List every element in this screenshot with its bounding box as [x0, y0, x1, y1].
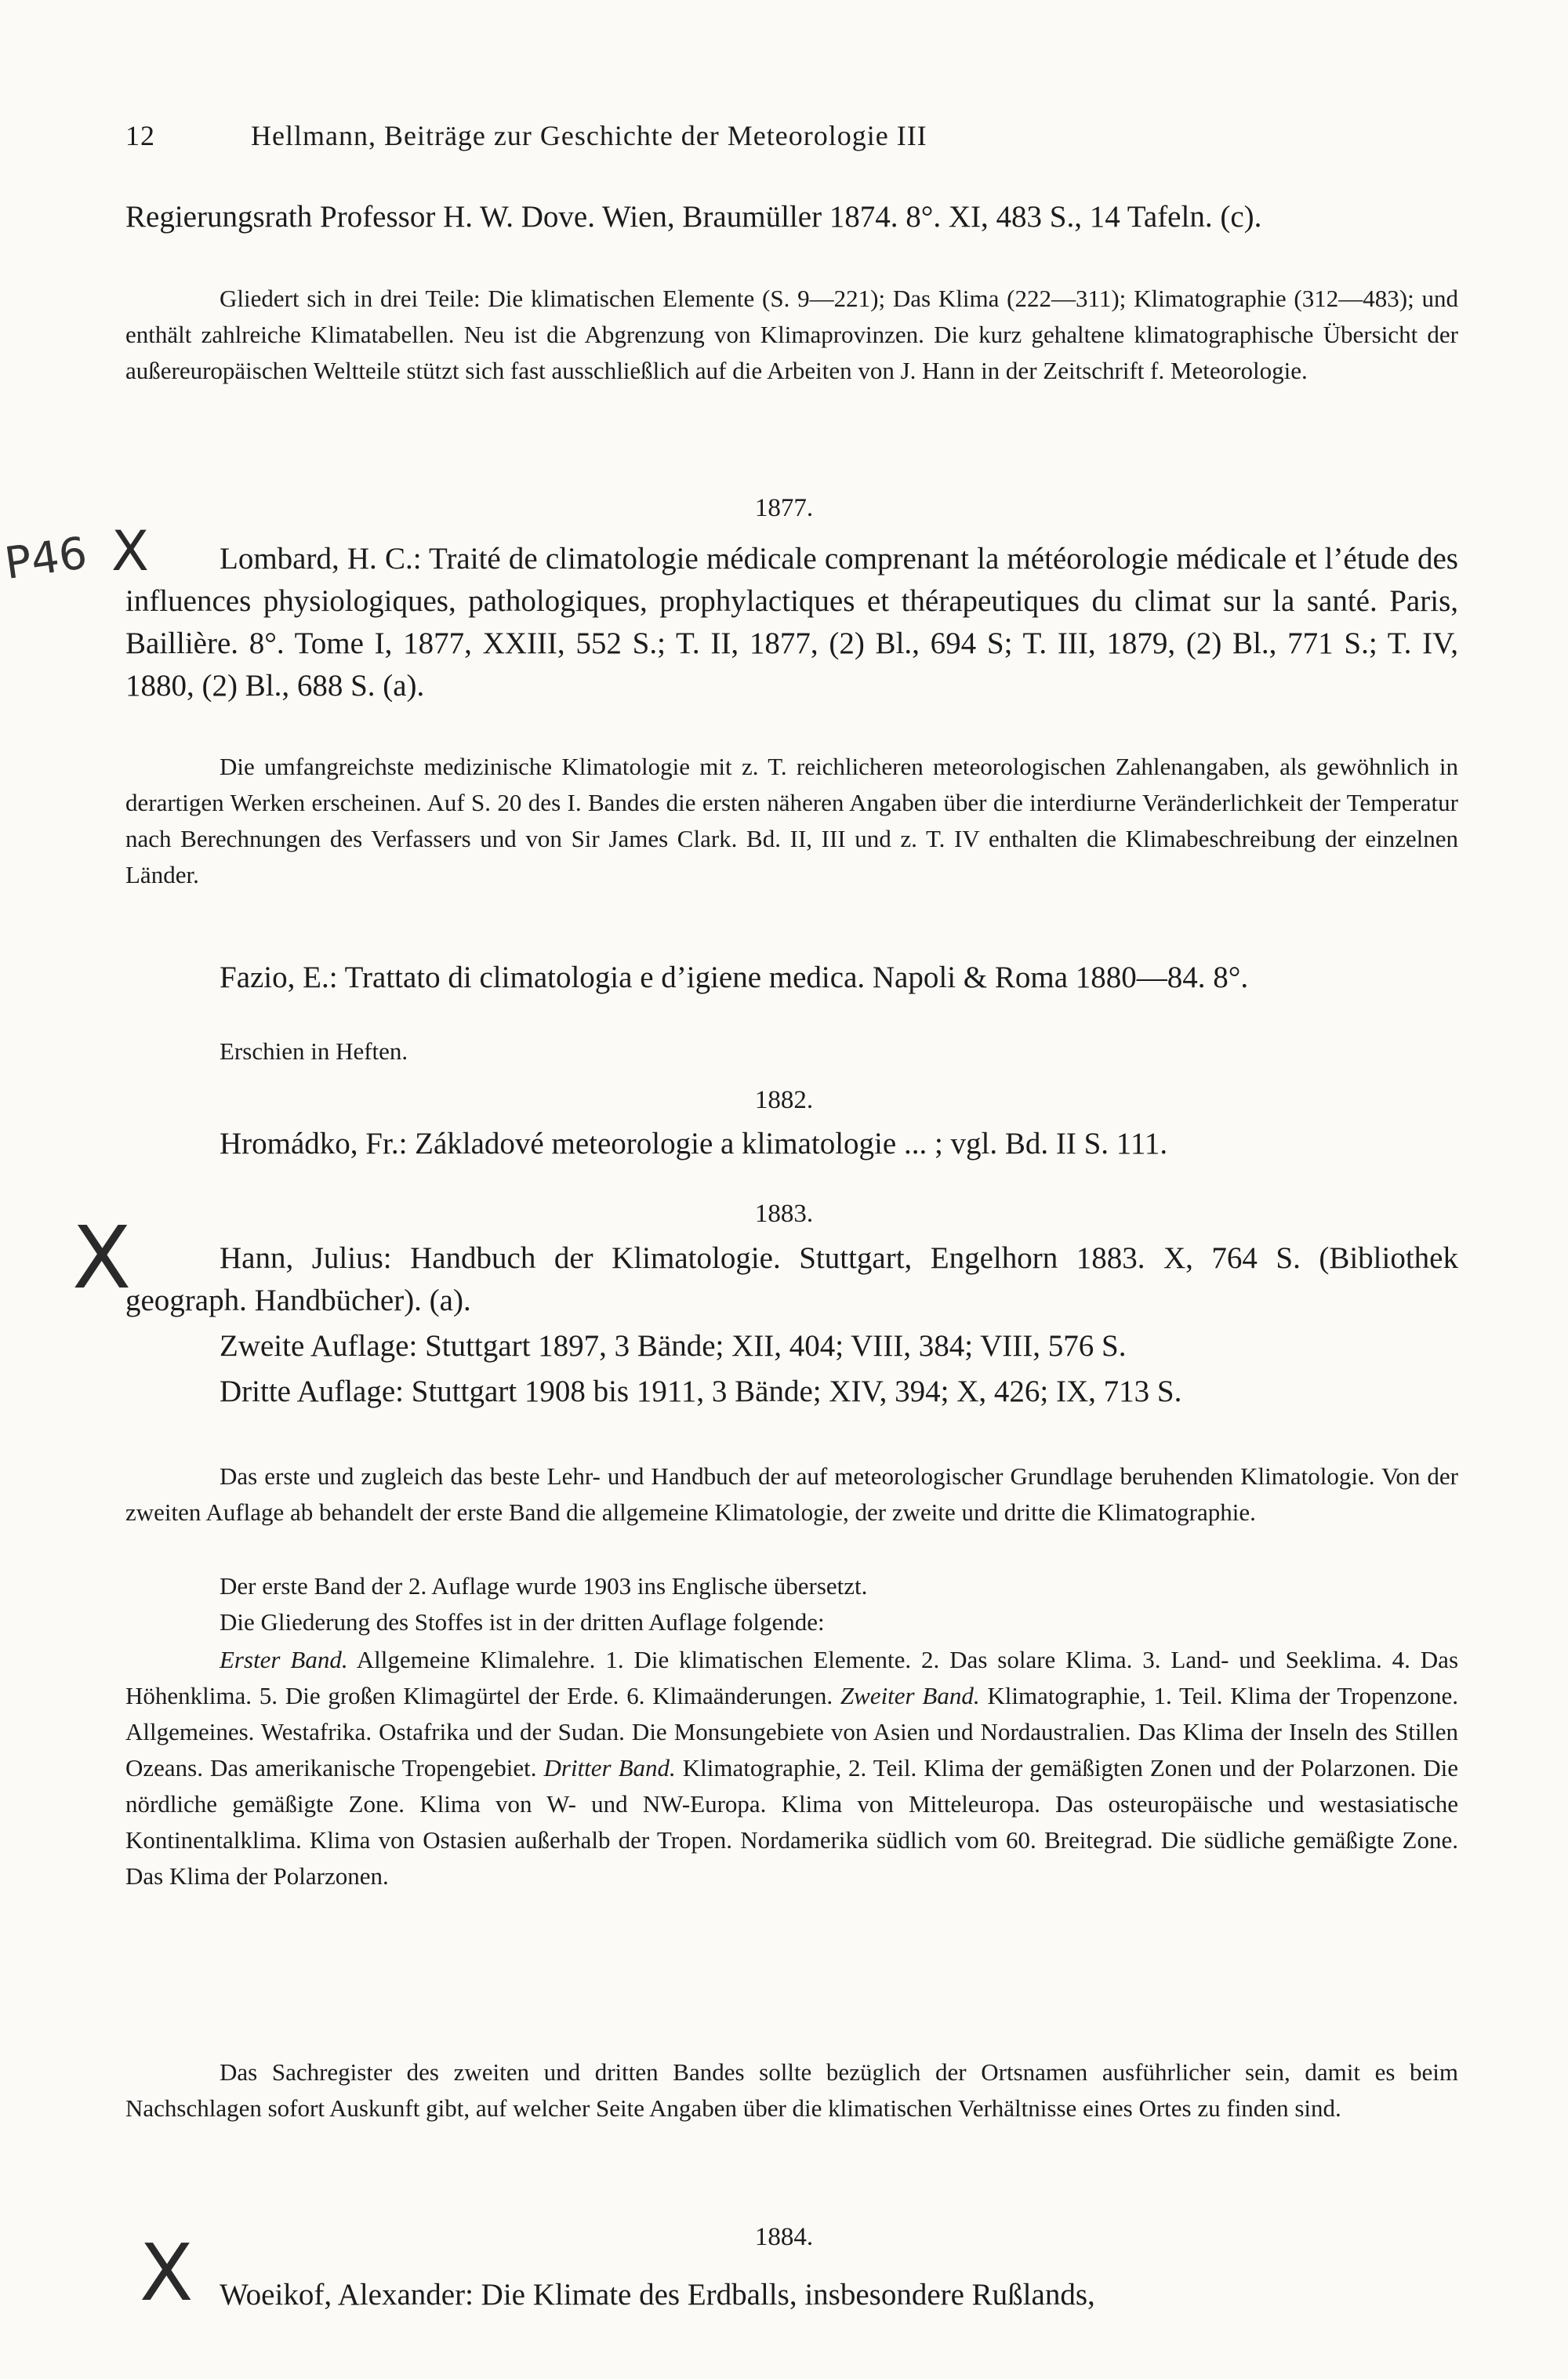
entry-hromadko-citation: Hromádko, Fr.: Základové meteorologie a klimatologie ... ; vgl. Bd. II S. 111.	[220, 1127, 1168, 1160]
year-heading-1884: 1884.	[754, 2223, 814, 2251]
band2-text: Klimatographie, 1. Teil. Klima der Tropenzone. Allgemeines. Westafrika. Ostafrika und der Sudan. Die Monsungebiete von Asien und Nordaustralien. Das Klima der Inseln des Stillen Ozeans. Das amerikanische Tropengebiet.	[125, 1682, 1459, 1782]
running-title: Hellmann, Beiträge zur Geschichte der Meteorologie III	[251, 120, 927, 151]
x-mark-icon: X	[111, 519, 149, 583]
entry-woeikof-citation: Woeikof, Alexander: Die Klimate des Erdballs, insbesondere Rußlands,	[220, 2278, 1095, 2312]
entry-hann-second-edition: Zweite Auflage: Stuttgart 1897, 3 Bände; XII, 404; VIII, 384; VIII, 576 S.	[220, 1329, 1127, 1363]
entry-dove-note: Gliedert sich in drei Teile: Die klimatischen Elemente (S. 9—221); Das Klima (222—311); Klimatographie (312—483); und enthält zahlreiche Klimatabellen. Neu ist die Abgrenzung von Klimaprovinzen. Die kurz gehaltene klimatographische Übersicht der außereuropäischen Weltteile stützt sich fast ausschließlich auf die Arbeiten von J. Hann in der Zeitschrift f. Meteorologie.	[125, 285, 1458, 384]
entry-dove-citation: Regierungsrath Professor H. W. Dove. Wien, Braumüller 1874. 8°. XI, 483 S., 14 Tafeln. (c).	[125, 200, 1262, 234]
margin-handwritten-note: P46	[1, 528, 91, 590]
entry-hann-volumes	[125, 1642, 1458, 1894]
x-mark-icon: X	[72, 1208, 132, 1308]
entry-hann-note4: Das Sachregister des zweiten und dritten Bandes sollte bezüglich der Ortsnamen ausführlicher sein, damit es beim Nachschlagen sofort Auskunft gibt, auf welcher Seite Angaben über die klimatischen Verhältnisse eines Ortes zu finden sind.	[125, 2058, 1458, 2122]
page-header	[125, 119, 927, 152]
band2-label: Zweiter Band.	[840, 1682, 980, 1709]
band3-label: Dritter Band.	[543, 1754, 676, 1782]
entry-hann-note3: Die Gliederung des Stoffes ist in der dritten Auflage folgende:	[220, 1608, 825, 1636]
band1-text: Allgemeine Klimalehre. 1. Die klimatischen Elemente. 2. Das solare Klima. 3. Land- und Seeklima. 4. Das Höhenklima. 5. Die großen Klimagürtel der Erde. 6. Klimaänderungen.	[125, 1646, 1459, 1709]
entry-lombard-note: Die umfangreichste medizinische Klimatologie mit z. T. reichlicheren meteorologischen Zahlenangaben, als gewöhnlich in derartigen Werken erscheinen. Auf S. 20 des I. Bandes die ersten näheren Angaben über die interdiurne Veränderlichkeit der Temperatur nach Berechnungen des Verfassers und von Sir James Clark. Bd. II, III und z. T. IV enthalten die Klimabeschreibung der einzelnen Länder.	[125, 753, 1458, 888]
band3-text: Klimatographie, 2. Teil. Klima der gemäßigten Zonen und der Polarzonen. Die nördliche gemäßigte Zone. Klima von W- und NW-Europa. Klima von Mitteleuropa. Das osteuropäische und westasiatische Kontinentalklima. Klima von Ostasien außerhalb der Tropen. Nordamerika südlich vom 60. Breitegrad. Die südliche gemäßigte Zone. Das Klima der Polarzonen.	[125, 1754, 1458, 1890]
page-number: 12	[125, 120, 155, 151]
entry-hann-third-edition: Dritte Auflage: Stuttgart 1908 bis 1911, 3 Bände; XIV, 394; X, 426; IX, 713 S.	[220, 1375, 1182, 1408]
year-heading-1877: 1877.	[754, 494, 814, 522]
band1-label: Erster Band.	[220, 1646, 348, 1673]
year-heading-1882: 1882.	[754, 1086, 814, 1114]
entry-hann-note2: Der erste Band der 2. Auflage wurde 1903 ins Englische übersetzt.	[220, 1572, 868, 1600]
entry-lombard-citation: Lombard, H. C.: Traité de climatologie médicale comprenant la météorologie médicale et l’étude des influences physiologiques, pathologiques, prophylactiques et thérapeutiques du climat sur la santé. Paris, Baillière. 8°. Tome I, 1877, XXIII, 552 S.; T. II, 1877, (2) Bl., 694 S; T. III, 1879, (2) Bl., 771 S.; T. IV, 1880, (2) Bl., 688 S. (a).	[125, 542, 1458, 703]
entry-fazio-citation: Fazio, E.: Trattato di climatologia e d’igiene medica. Napoli & Roma 1880—84. 8°.	[220, 961, 1249, 994]
x-mark-icon: X	[140, 2227, 194, 2319]
entry-fazio-note: Erschien in Heften.	[220, 1037, 408, 1065]
entry-hann-note1: Das erste und zugleich das beste Lehr- und Handbuch der auf meteorologischer Grundlage beruhenden Klimatologie. Von der zweiten Auflage ab behandelt der erste Band die allgemeine Klimatologie, der zweite und dritte die Klimatographie.	[125, 1462, 1458, 1526]
entry-hann-citation: Hann, Julius: Handbuch der Klimatologie. Stuttgart, Engelhorn 1883. X, 764 S. (Bibliothek geograph. Handbücher). (a).	[125, 1241, 1458, 1317]
year-heading-1883: 1883.	[754, 1200, 814, 1228]
